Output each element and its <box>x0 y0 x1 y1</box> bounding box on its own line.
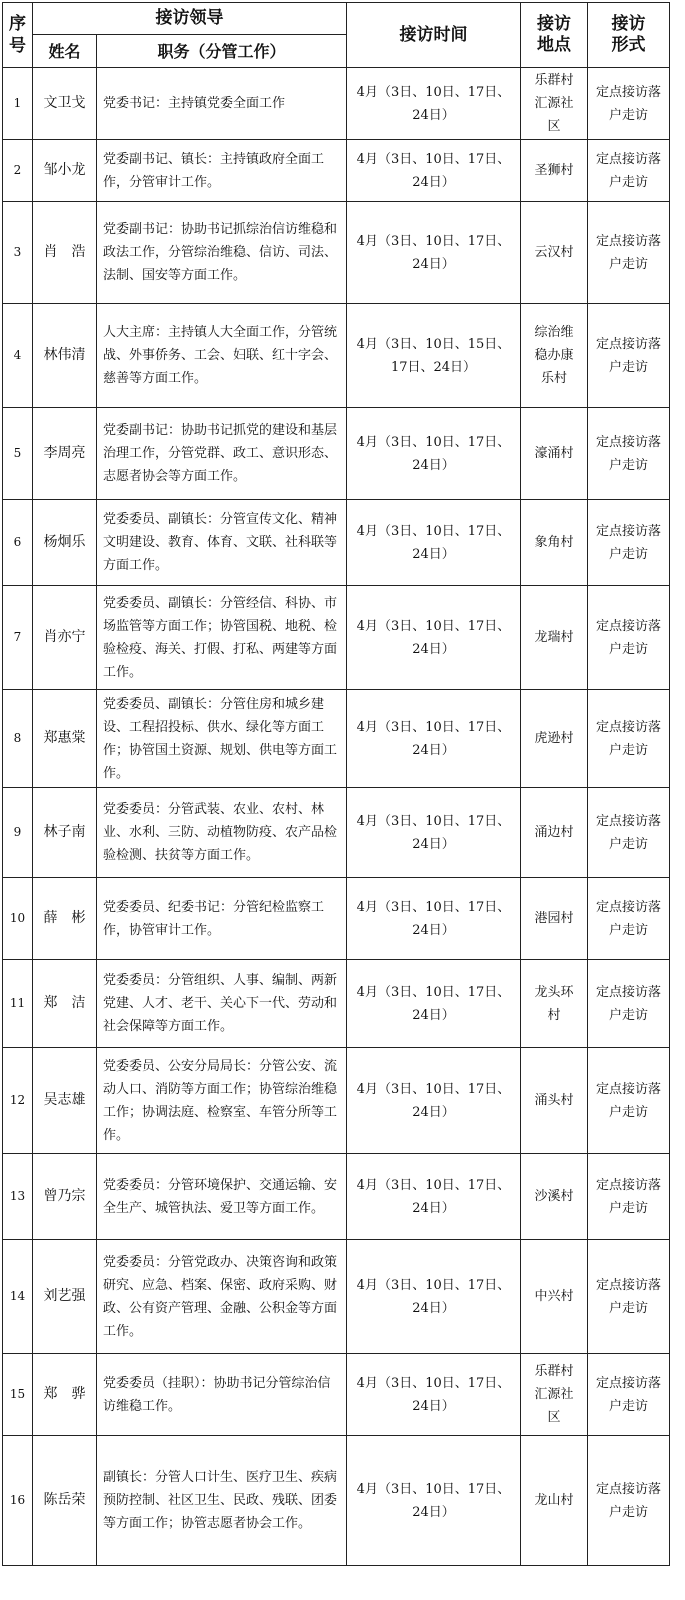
row-duty: 党委委员、副镇长：分管住房和城乡建设、工程招投标、供水、绿化等方面工作；协管国土资源、规划、供电等方面工作。 <box>97 690 347 788</box>
row-name: 肖亦宁 <box>33 586 97 690</box>
row-name: 肖 浩 <box>33 202 97 304</box>
row-name: 刘艺强 <box>33 1240 97 1354</box>
row-time: 4月（3日、10日、17日、24日） <box>347 788 521 878</box>
row-duty: 党委副书记：协助书记抓党的建设和基层治理工作，分管党群、政工、意识形态、志愿者协会等方面工作。 <box>97 408 347 500</box>
row-seq: 2 <box>3 140 33 202</box>
row-form: 定点接访落户走访 <box>588 1240 670 1354</box>
table-body <box>3 68 670 1566</box>
header-time: 接访时间 <box>347 3 521 68</box>
row-seq: 5 <box>3 408 33 500</box>
row-duty: 党委委员、副镇长：分管经信、科协、市场监管等方面工作；协管国税、地税、检验检疫、海关、打假、打私、两建等方面工作。 <box>97 586 347 690</box>
row-place: 圣狮村 <box>521 140 588 202</box>
row-seq: 10 <box>3 878 33 960</box>
table-row <box>3 1154 670 1240</box>
row-seq: 9 <box>3 788 33 878</box>
row-place: 云汉村 <box>521 202 588 304</box>
row-name: 林伟清 <box>33 304 97 408</box>
table-row <box>3 586 670 690</box>
row-form: 定点接访落户走访 <box>588 140 670 202</box>
row-duty: 党委委员：分管武装、农业、农村、林业、水利、三防、动植物防疫、农产品检验检测、扶贫等方面工作。 <box>97 788 347 878</box>
row-place: 龙瑞村 <box>521 586 588 690</box>
row-time: 4月（3日、10日、17日、24日） <box>347 202 521 304</box>
row-place: 沙溪村 <box>521 1154 588 1240</box>
row-duty: 党委委员、公安分局局长：分管公安、流动人口、消防等方面工作；协管综治维稳工作；协调法庭、检察室、车管分所等工作。 <box>97 1048 347 1154</box>
row-time: 4月（3日、10日、17日、24日） <box>347 690 521 788</box>
row-seq: 16 <box>3 1436 33 1566</box>
table-row <box>3 68 670 140</box>
table-row <box>3 500 670 586</box>
row-time: 4月（3日、10日、17日、24日） <box>347 1436 521 1566</box>
header-name: 姓名 <box>33 35 97 68</box>
row-time: 4月（3日、10日、17日、24日） <box>347 1154 521 1240</box>
header-place: 接访地点 <box>521 3 588 68</box>
row-seq: 15 <box>3 1354 33 1436</box>
row-name: 郑 骅 <box>33 1354 97 1436</box>
row-place: 中兴村 <box>521 1240 588 1354</box>
table-row <box>3 878 670 960</box>
row-name: 吴志雄 <box>33 1048 97 1154</box>
header-leader-group: 接访领导 <box>33 3 347 35</box>
row-form: 定点接访落户走访 <box>588 202 670 304</box>
row-form: 定点接访落户走访 <box>588 1154 670 1240</box>
row-time: 4月（3日、10日、15日、17日、24日） <box>347 304 521 408</box>
row-time: 4月（3日、10日、17日、24日） <box>347 960 521 1048</box>
row-seq: 4 <box>3 304 33 408</box>
row-place: 濠涌村 <box>521 408 588 500</box>
row-place: 涌边村 <box>521 788 588 878</box>
row-time: 4月（3日、10日、17日、24日） <box>347 586 521 690</box>
row-name: 郑 洁 <box>33 960 97 1048</box>
row-name: 薛 彬 <box>33 878 97 960</box>
row-place: 港园村 <box>521 878 588 960</box>
row-name: 杨炯乐 <box>33 500 97 586</box>
row-seq: 12 <box>3 1048 33 1154</box>
table-row <box>3 408 670 500</box>
row-duty: 人大主席：主持镇人大全面工作，分管统战、外事侨务、工会、妇联、红十字会、慈善等方面工作。 <box>97 304 347 408</box>
row-seq: 8 <box>3 690 33 788</box>
row-duty: 党委委员、副镇长：分管宣传文化、精神文明建设、教育、体育、文联、社科联等方面工作。 <box>97 500 347 586</box>
row-duty: 党委副书记：协助书记抓综治信访维稳和政法工作，分管综治维稳、信访、司法、法制、国安等方面工作。 <box>97 202 347 304</box>
row-form: 定点接访落户走访 <box>588 500 670 586</box>
row-seq: 3 <box>3 202 33 304</box>
row-form: 定点接访落户走访 <box>588 1048 670 1154</box>
row-time: 4月（3日、10日、17日、24日） <box>347 878 521 960</box>
row-duty: 党委副书记、镇长：主持镇政府全面工作，分管审计工作。 <box>97 140 347 202</box>
row-duty: 党委委员（挂职）：协助书记分管综治信访维稳工作。 <box>97 1354 347 1436</box>
row-place: 涌头村 <box>521 1048 588 1154</box>
table-row <box>3 140 670 202</box>
table-row <box>3 788 670 878</box>
row-seq: 13 <box>3 1154 33 1240</box>
row-seq: 14 <box>3 1240 33 1354</box>
row-duty: 副镇长：分管人口计生、医疗卫生、疾病预防控制、社区卫生、民政、残联、团委等方面工作；协管志愿者协会工作。 <box>97 1436 347 1566</box>
row-time: 4月（3日、10日、17日、24日） <box>347 500 521 586</box>
row-place: 虎逊村 <box>521 690 588 788</box>
row-place: 乐群村汇源社区 <box>521 68 588 140</box>
row-name: 曾乃宗 <box>33 1154 97 1240</box>
row-form: 定点接访落户走访 <box>588 690 670 788</box>
row-name: 林子南 <box>33 788 97 878</box>
header-seq: 序号 <box>3 3 33 68</box>
row-place: 综治维稳办康乐村 <box>521 304 588 408</box>
table-header <box>3 3 670 68</box>
row-form: 定点接访落户走访 <box>588 878 670 960</box>
row-seq: 1 <box>3 68 33 140</box>
header-duty: 职务（分管工作） <box>97 35 347 68</box>
row-time: 4月（3日、10日、17日、24日） <box>347 1354 521 1436</box>
row-form: 定点接访落户走访 <box>588 788 670 878</box>
row-name: 郑惠棠 <box>33 690 97 788</box>
row-duty: 党委书记：主持镇党委全面工作 <box>97 68 347 140</box>
table-row <box>3 690 670 788</box>
row-form: 定点接访落户走访 <box>588 586 670 690</box>
table-row <box>3 1048 670 1154</box>
row-duty: 党委委员：分管组织、人事、编制、两新党建、人才、老干、关心下一代、劳动和社会保障等方面工作。 <box>97 960 347 1048</box>
row-seq: 6 <box>3 500 33 586</box>
table-row <box>3 1240 670 1354</box>
row-duty: 党委委员：分管环境保护、交通运输、安全生产、城管执法、爱卫等方面工作。 <box>97 1154 347 1240</box>
table-row <box>3 1354 670 1436</box>
row-place: 龙山村 <box>521 1436 588 1566</box>
row-name: 李周亮 <box>33 408 97 500</box>
row-form: 定点接访落户走访 <box>588 1436 670 1566</box>
table-row <box>3 960 670 1048</box>
header-form: 接访形式 <box>588 3 670 68</box>
table-row <box>3 202 670 304</box>
row-place: 龙头环村 <box>521 960 588 1048</box>
table-row <box>3 1436 670 1566</box>
row-name: 文卫戈 <box>33 68 97 140</box>
row-seq: 7 <box>3 586 33 690</box>
row-form: 定点接访落户走访 <box>588 408 670 500</box>
row-form: 定点接访落户走访 <box>588 304 670 408</box>
row-place: 象角村 <box>521 500 588 586</box>
row-time: 4月（3日、10日、17日、24日） <box>347 408 521 500</box>
row-place: 乐群村汇源社区 <box>521 1354 588 1436</box>
row-time: 4月（3日、10日、17日、24日） <box>347 140 521 202</box>
row-time: 4月（3日、10日、17日、24日） <box>347 1240 521 1354</box>
row-name: 邹小龙 <box>33 140 97 202</box>
row-seq: 11 <box>3 960 33 1048</box>
table-row <box>3 304 670 408</box>
row-form: 定点接访落户走访 <box>588 1354 670 1436</box>
row-time: 4月（3日、10日、17日、24日） <box>347 68 521 140</box>
row-form: 定点接访落户走访 <box>588 960 670 1048</box>
row-form: 定点接访落户走访 <box>588 68 670 140</box>
row-time: 4月（3日、10日、17日、24日） <box>347 1048 521 1154</box>
row-duty: 党委委员、纪委书记：分管纪检监察工作，协管审计工作。 <box>97 878 347 960</box>
reception-schedule-table <box>2 2 670 1566</box>
row-name: 陈岳荣 <box>33 1436 97 1566</box>
row-duty: 党委委员：分管党政办、决策咨询和政策研究、应急、档案、保密、政府采购、财政、公有资产管理、金融、公积金等方面工作。 <box>97 1240 347 1354</box>
